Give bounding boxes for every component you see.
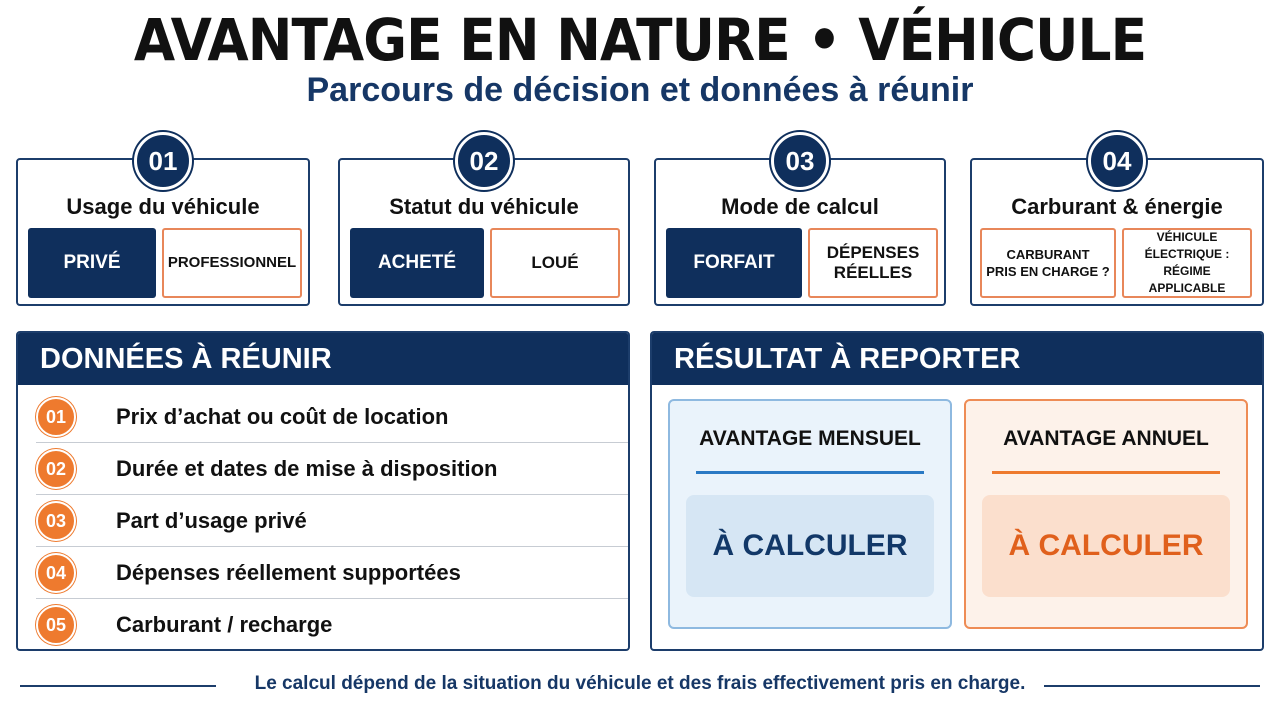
item-label: Durée et dates de mise à disposition	[116, 456, 498, 481]
step-card-mode-calcul	[654, 145, 946, 306]
list-item	[36, 391, 630, 443]
option-depenses-reelles[interactable]: DÉPENSES RÉELLES	[808, 228, 938, 298]
step-number-badge: 04	[1088, 132, 1146, 190]
step-title: Statut du véhicule	[389, 194, 579, 219]
list-item	[36, 495, 630, 547]
result-value: À CALCULER	[686, 495, 934, 597]
item-label: Prix d’achat ou coût de location	[116, 404, 449, 429]
step-number-badge: 03	[771, 132, 829, 190]
item-label: Part d’usage privé	[116, 508, 307, 533]
step-title: Carburant & énergie	[1011, 194, 1223, 219]
option-prive[interactable]: PRIVÉ	[28, 228, 156, 298]
step-number-badge: 02	[455, 132, 513, 190]
footer-note: Le calcul dépend de la situation du véhicule et des frais effectivement pris en charge.	[254, 673, 1026, 694]
list-item	[36, 547, 630, 599]
option-forfait[interactable]: FORFAIT	[666, 228, 802, 298]
step-number-badge: 01	[134, 132, 192, 190]
step-title: Usage du véhicule	[66, 194, 260, 219]
item-label: Dépenses réellement supportées	[116, 560, 461, 585]
option-achete[interactable]: ACHETÉ	[350, 228, 484, 298]
result-card-title: AVANTAGE MENSUEL	[699, 427, 921, 450]
data-panel	[16, 331, 630, 651]
result-value: À CALCULER	[982, 495, 1230, 597]
item-label: Carburant / recharge	[116, 612, 333, 637]
result-panel-heading: RÉSULTAT À REPORTER	[652, 333, 1262, 385]
result-panel	[650, 331, 1264, 651]
step-card-usage	[16, 145, 310, 306]
data-panel-heading: DONNÉES À RÉUNIR	[18, 333, 628, 385]
item-number-badge: 05	[36, 605, 76, 645]
page-subtitle: Parcours de décision et données à réunir	[306, 71, 974, 109]
result-card-annuel	[964, 399, 1248, 629]
list-item	[36, 443, 630, 495]
divider	[992, 471, 1220, 474]
option-carburant-pris-en-charge[interactable]: CARBURANT PRIS EN CHARGE ?	[980, 228, 1116, 298]
item-number-badge: 03	[36, 501, 76, 541]
option-vehicule-electrique[interactable]: VÉHICULE ÉLECTRIQUE : RÉGIME APPLICABLE	[1122, 228, 1252, 298]
item-number-badge: 04	[36, 553, 76, 593]
item-number-badge: 02	[36, 449, 76, 489]
result-card-mensuel	[668, 399, 952, 629]
list-item	[36, 599, 630, 651]
divider	[696, 471, 924, 474]
page-title: AVANTAGE EN NATURE • VÉHICULE	[133, 6, 1147, 74]
option-professionnel[interactable]: PROFESSIONNEL	[162, 228, 302, 298]
step-title: Mode de calcul	[721, 194, 879, 219]
result-card-title: AVANTAGE ANNUEL	[1003, 427, 1209, 450]
item-number-badge: 01	[36, 397, 76, 437]
step-card-statut	[338, 145, 630, 306]
option-loue[interactable]: LOUÉ	[490, 228, 620, 298]
step-card-carburant	[970, 145, 1264, 306]
